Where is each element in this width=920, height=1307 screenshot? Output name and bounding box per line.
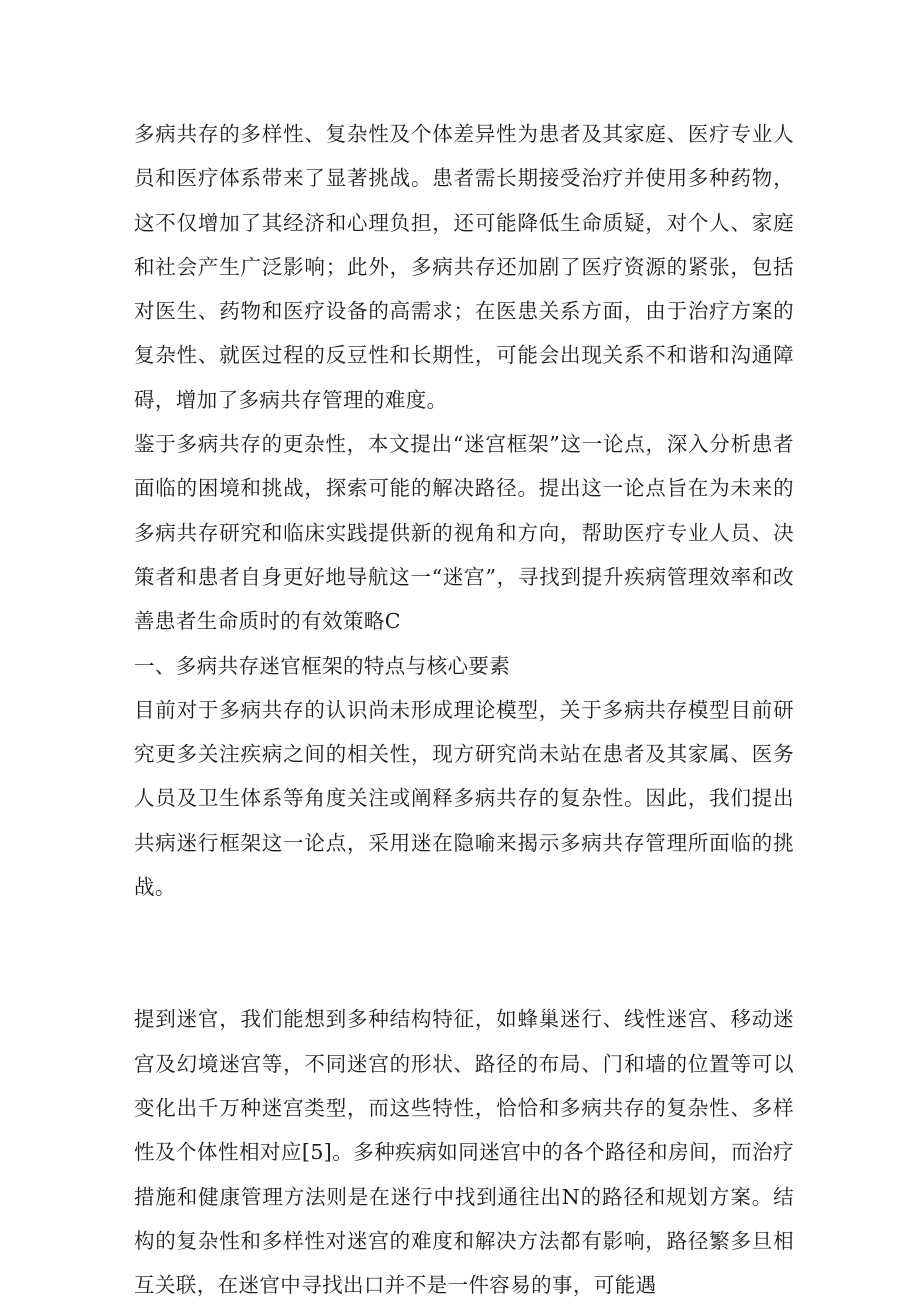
paragraph-maze-structure: 提到迷官，我们能想到多种结构特征，如蜂巢迷行、线性迷宫、移动迷宫及幻境迷宫等，不同迷宫的形状、路径的布局、门和墙的位置等可以变化出千万种迷宫类型，而这些特性，恰恰和多病共存的复杂性、多样性及个体性相对应[5]。多种疾病如同迷宫中的各个路径和房间，而治疗措施和健康管理方法则是在迷行中找到通往出N的路径和规划方案。结构的复杂性和多样性对迷宫的难度和解决方法都有影响，路径繁多旦相互关联，在迷官中寻找出口并不是一件容易的事，可能遇 <box>134 1007 794 1298</box>
document-page <box>134 112 794 1307</box>
section-heading: 一、多病共存迷官框架的特点与核心要素 <box>134 653 511 678</box>
paragraph-theory-model: 目前对于多病共存的认识尚未形成理论模型，关于多病共存模型目前研究更多关注疾病之间的相关性，现方研究尚未站在患者及其家属、医务人员及卫生体系等角度关注或阐释多病共存的复杂性。因此，我们提出共病迷行框架这一论点，采用迷在隐喻来揭示多病共存管理所面临的挑战。 <box>134 697 794 900</box>
paragraph-gap <box>134 909 794 997</box>
paragraph-maze-framework: 鉴于多病共存的更杂性，本文提出“迷宫框架”这一论点，深入分析患者面临的困境和挑战，探索可能的解决路径。提出这一论点旨在为未来的多病共存研究和临床实践提供新的视角和方向，帮助医疗专业人员、决策者和患者自身更好地导航这一“迷宫”，寻找到提升疾病管理效率和改善患者生命质时的有效策略C <box>134 432 794 634</box>
paragraph-challenges: 多病共存的多样性、复杂性及个体差异性为患者及其家庭、医疗专业人员和医疗体系带来了显著挑战。患者需长期接受治疗并使用多种药物，这不仅增加了其经济和心理负担，还可能降低生命质疑，对个人、家庭和社会产生广泛影响；此外，多病共存还加剧了医疗资源的紧张，包括对医生、药物和医疗设备的高需求；在医患关系方面，由于治疗方案的复杂性、就医过程的反豆性和长期性，可能会出现关系不和谐和沟通障碍，增加了多病共存管理的难度。 <box>134 122 794 412</box>
